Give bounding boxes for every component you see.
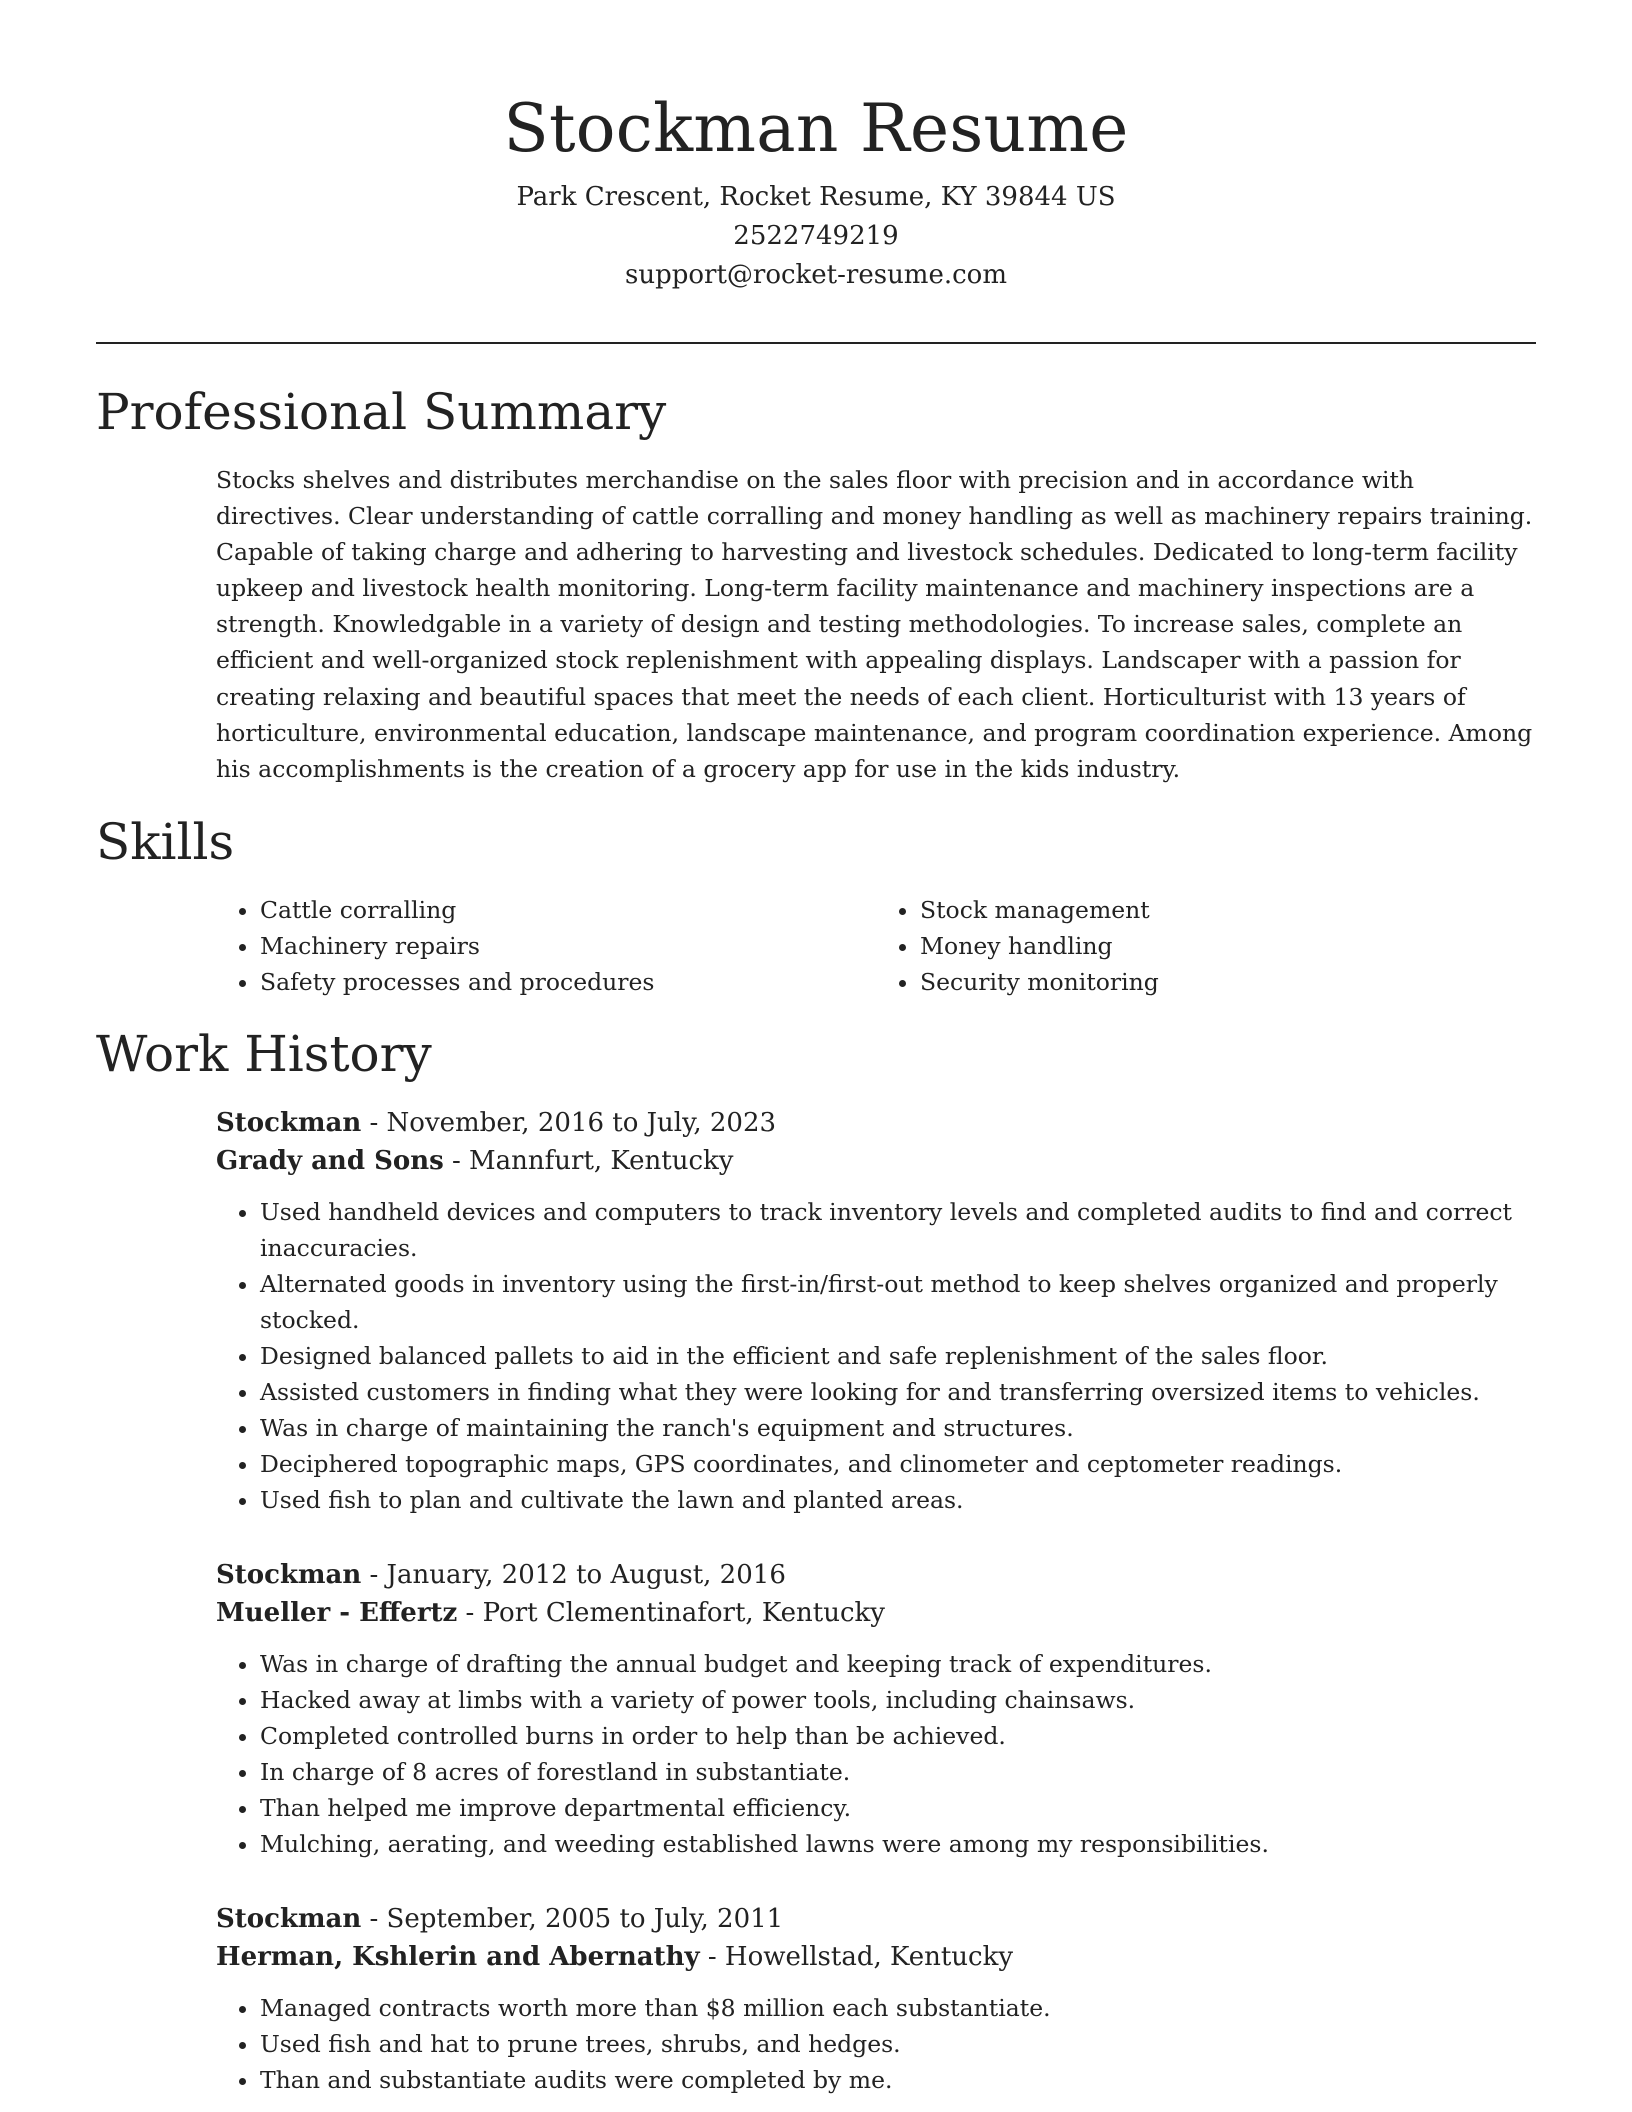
phone: 2522749219 — [733, 221, 899, 251]
job-title-line — [216, 1900, 1536, 1938]
job-company-line — [216, 1142, 1536, 1180]
job-title-line — [216, 1556, 1536, 1594]
job-bullet: • Than helped me improve departmental efficiency. — [260, 1790, 1536, 1826]
summary-section — [96, 382, 1536, 442]
job-company: Mueller - Effertz — [216, 1598, 458, 1628]
work-history-section — [96, 1024, 1536, 1084]
job-bullet: • Deciphered topographic maps, GPS coordinates, and clinometer and ceptometer readings. — [260, 1446, 1536, 1482]
job-entry — [216, 1556, 1536, 1862]
skill-item: • Stock management — [920, 892, 1536, 928]
job-company-line — [216, 1594, 1536, 1632]
job-dates: - January, 2012 to August, 2016 — [361, 1560, 786, 1590]
contact-info — [0, 178, 1632, 295]
skill-item: • Machinery repairs — [260, 928, 876, 964]
job-bullet: • Used handheld devices and computers to track inventory levels and completed audits to find and correct inaccuracies. — [260, 1194, 1536, 1266]
skill-item: • Security monitoring — [920, 964, 1536, 1000]
skills-heading: Skills — [96, 813, 235, 871]
job-bullet: • In charge of 8 acres of forestland in substantiate. — [260, 1754, 1536, 1790]
job-location: - Howellstad, Kentucky — [699, 1942, 1014, 1972]
job-bullets — [216, 1646, 1536, 1862]
header-divider — [96, 342, 1536, 344]
job-company: Herman, Kshlerin and Abernathy — [216, 1942, 700, 1972]
summary-heading: Professional Summary — [96, 383, 667, 441]
job-bullets — [216, 1990, 1536, 2098]
job-bullet: • Used fish and hat to prune trees, shrubs, and hedges. — [260, 2026, 1536, 2062]
job-bullet: • Designed balanced pallets to aid in the efficient and safe replenishment of the sales floor. — [260, 1338, 1536, 1374]
email: support@rocket-resume.com — [624, 260, 1007, 290]
work-history-heading: Work History — [96, 1025, 432, 1083]
resume-name: Stockman Resume — [503, 90, 1129, 167]
job-bullet: • Than and substantiate audits were completed by me. — [260, 2062, 1536, 2098]
job-location: - Port Clementinafort, Kentucky — [457, 1598, 885, 1628]
resume-header — [0, 0, 1632, 295]
job-entry — [216, 1104, 1536, 1518]
job-bullet: • Alternated goods in inventory using the first-in/first-out method to keep shelves organized and properly stocked. — [260, 1266, 1536, 1338]
job-bullets — [216, 1194, 1536, 1518]
job-location: - Mannfurt, Kentucky — [443, 1146, 734, 1176]
job-bullet: • Completed controlled burns in order to help than be achieved. — [260, 1718, 1536, 1754]
skill-item: • Money handling — [920, 928, 1536, 964]
job-bullet: • Hacked away at limbs with a variety of power tools, including chainsaws. — [260, 1682, 1536, 1718]
skills-right-column — [876, 892, 1536, 1000]
skills-section — [96, 812, 1536, 872]
job-title-line — [216, 1104, 1536, 1142]
job-dates: - September, 2005 to July, 2011 — [361, 1904, 784, 1934]
job-bullet: • Managed contracts worth more than $8 million each substantiate. — [260, 1990, 1536, 2026]
skills-left-column — [216, 892, 876, 1000]
job-bullet: • Was in charge of drafting the annual budget and keeping track of expenditures. — [260, 1646, 1536, 1682]
job-company-line — [216, 1938, 1536, 1976]
job-dates: - November, 2016 to July, 2023 — [361, 1108, 777, 1138]
job-role: Stockman — [216, 1108, 362, 1138]
address: Park Crescent, Rocket Resume, KY 39844 US — [516, 182, 1116, 212]
job-role: Stockman — [216, 1904, 362, 1934]
job-entry — [216, 1900, 1536, 2098]
job-bullet: • Was in charge of maintaining the ranch's equipment and structures. — [260, 1410, 1536, 1446]
job-bullet: • Mulching, aerating, and weeding established lawns were among my responsibilities. — [260, 1826, 1536, 1862]
summary-text: Stocks shelves and distributes merchandise on the sales floor with precision and in accordance with directives. Clear understanding of cattle corralling and money handling as well as machinery repairs training. Capable of taking charge and adhering to harvesting and livestock schedules. Dedicated to long-term facility upkeep and livestock health monitoring. Long-term facility maintenance and machinery inspections are a strength. Knowledgable in a variety of design and testing methodologies. To increase sales, complete an efficient and well-organized stock replenishment with appealing displays. Landscaper with a passion for creating relaxing and beautiful spaces that meet the needs of each client. Horticulturist with 13 years of horticulture, environmental education, landscape maintenance, and program coordination experience. Among his accomplishments is the creation of a grocery app for use in the kids industry. — [216, 466, 1533, 783]
skills-list — [216, 892, 1536, 1000]
job-company: Grady and Sons — [216, 1146, 444, 1176]
job-bullet: • Assisted customers in finding what they were looking for and transferring oversized items to vehicles. — [260, 1374, 1536, 1410]
skill-item: • Safety processes and procedures — [260, 964, 876, 1000]
job-role: Stockman — [216, 1560, 362, 1590]
skill-item: • Cattle corralling — [260, 892, 876, 928]
job-bullet: • Used fish to plan and cultivate the lawn and planted areas. — [260, 1482, 1536, 1518]
